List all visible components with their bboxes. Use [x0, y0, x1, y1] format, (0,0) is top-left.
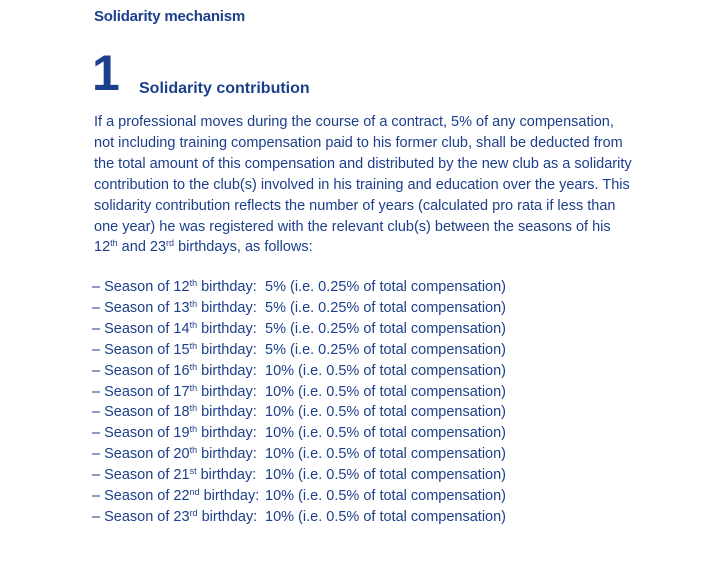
- season-label: – Season of 22nd birthday:: [92, 487, 260, 505]
- schedule-row: [92, 340, 506, 361]
- contribution-schedule: [92, 277, 506, 528]
- schedule-row: [92, 444, 506, 465]
- running-head: Solidarity mechanism: [94, 8, 246, 25]
- section-title: Solidarity contribution: [139, 80, 310, 97]
- ordinal-suffix: rd: [166, 238, 175, 249]
- contribution-share: 5% (i.e. 0.25% of total compensation): [265, 279, 506, 295]
- paragraph-text: and 23: [117, 239, 167, 256]
- schedule-row: [92, 423, 506, 444]
- contribution-share: 5% (i.e. 0.25% of total compensation): [265, 341, 506, 358]
- season-label: – Season of 21st birthday:: [92, 466, 257, 484]
- contribution-share: 10% (i.e. 0.5% of total compensation): [265, 467, 506, 484]
- season-label: – Season of 12th birthday:: [92, 278, 257, 295]
- body-paragraph: [94, 112, 634, 258]
- schedule-row: [92, 298, 506, 319]
- season-label: – Season of 19th birthday:: [92, 424, 257, 442]
- contribution-share: 5% (i.e. 0.25% of total compensation): [265, 299, 506, 316]
- schedule-row: [92, 507, 506, 528]
- contribution-share: 10% (i.e. 0.5% of total compensation): [265, 404, 506, 421]
- contribution-share: 10% (i.e. 0.5% of total compensation): [265, 508, 506, 525]
- contribution-share: 10% (i.e. 0.5% of total compensation): [265, 488, 506, 505]
- paragraph-text: birthdays, as follows:: [174, 239, 313, 256]
- season-label: – Season of 15th birthday:: [92, 340, 257, 358]
- schedule-row: [92, 319, 506, 340]
- contribution-share: 10% (i.e. 0.5% of total compensation): [265, 383, 506, 400]
- season-label: – Season of 20th birthday:: [92, 445, 257, 463]
- season-label: – Season of 14th birthday:: [92, 319, 257, 337]
- contribution-share: 10% (i.e. 0.5% of total compensation): [265, 425, 506, 442]
- season-label: – Season of 17th birthday:: [92, 382, 257, 400]
- season-label: – Season of 18th birthday:: [92, 403, 257, 421]
- schedule-row: [92, 486, 506, 507]
- schedule-row: [92, 277, 506, 298]
- paragraph-text: If a professional moves during the course of a contract, 5% of any compensation, not including training compensation paid to his former club, shall be deducted from the total amount of this compensation and distributed by the new club as a solidarity contribution to the club(s) involved in his training and education over the years. This solidarity contribution reflects the number of years (calculated pro rata if less than one year) he was registered with the relevant club(s) between the seasons of his 12: [94, 114, 632, 256]
- schedule-row: [92, 361, 506, 382]
- contribution-share: 10% (i.e. 0.5% of total compensation): [265, 446, 506, 463]
- season-label: – Season of 13th birthday:: [92, 298, 257, 316]
- schedule-row: [92, 402, 506, 423]
- schedule-row: [92, 465, 506, 486]
- section-number: 1: [92, 45, 119, 101]
- contribution-share: 10% (i.e. 0.5% of total compensation): [265, 362, 506, 379]
- schedule-row: [92, 382, 506, 403]
- season-label: – Season of 23rd birthday:: [92, 507, 258, 525]
- contribution-share: 5% (i.e. 0.25% of total compensation): [265, 320, 506, 337]
- season-label: – Season of 16th birthday:: [92, 361, 257, 379]
- ordinal-suffix: th: [110, 238, 118, 249]
